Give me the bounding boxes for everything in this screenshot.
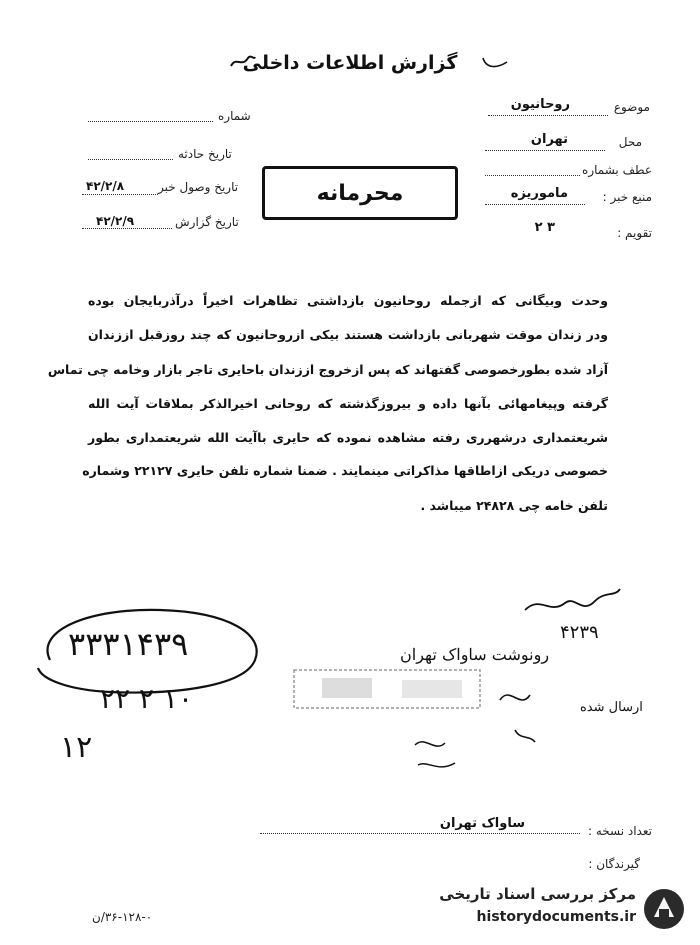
handwritten-right-code: ۴۲۳۹ — [560, 622, 599, 643]
copies-label: تعداد نسخه : — [587, 824, 652, 838]
copies-value: ساواک تهران — [439, 816, 525, 831]
handwritten-date: ۲۲ ۲ ۱۰ — [100, 682, 193, 715]
body-line-6: خصوصی دریکی ازاطاقها مذاکراتی مینمایند . ضمنا شماره تلفن حایری ۲۲۱۲۷ وشماره — [82, 463, 608, 478]
source-value: ماموریزه — [510, 186, 568, 201]
faded-stamp — [292, 668, 482, 710]
confidential-stamp: محرمانه — [262, 166, 458, 220]
received-date-value: ۴۲/۲/۸ — [86, 179, 125, 193]
archive-logo-icon — [642, 887, 686, 931]
source-line — [485, 204, 585, 205]
handwritten-note-1: رونوشت ساواک تهران — [400, 645, 550, 664]
form-code: ۳۶-۱۲۸-۰/ن — [92, 910, 153, 924]
calendar-value: ۲ ۳ — [534, 220, 555, 235]
location-line — [485, 150, 605, 151]
body-line-5: شریعتمداری درشهرری رفته مشاهده نموده که حایری باآیت الله شریعتمداری بطور — [88, 430, 608, 445]
received-date-label: تاریخ وصول خبر — [158, 180, 239, 194]
watermark-url: historydocuments.ir — [476, 909, 636, 925]
reference-label: عطف بشماره — [582, 163, 652, 177]
report-date-label: تاریخ گزارش — [175, 215, 239, 229]
report-title: گزارش اطلاعات داخلی — [242, 52, 458, 74]
report-date-value: ۴۲/۲/۹ — [96, 214, 135, 228]
received-date-line — [82, 194, 158, 195]
handwritten-number-large: ۳۳۳۱۴۳۹ — [68, 625, 189, 663]
handwritten-margin-number: ۱۲ — [60, 730, 93, 765]
incident-date-line — [88, 159, 173, 160]
watermark-logo — [398, 885, 688, 933]
source-label: منبع خبر : — [602, 190, 652, 204]
body-line-3: آزاد شده بطورخصوصی گفتهاند که پس ازخروج اززندان باحایری تاجر بازار وخامه چی تماس — [47, 362, 608, 377]
number-label: شماره — [218, 109, 251, 123]
watermark-name: مرکز بررسی اسناد تاریخی — [439, 885, 636, 903]
location-label: محل — [618, 135, 642, 149]
handwritten-initials — [410, 735, 470, 780]
handwritten-signature — [520, 585, 640, 625]
body-line-1: وحدت وبیگانی که ازجمله روحانیون بازداشتی تظاهرات اخیراً درآذربایجان بوده — [88, 293, 608, 308]
recipients-label: گیرندگان : — [588, 857, 640, 871]
handwritten-note-2: ارسال شده — [580, 700, 643, 715]
calendar-label: تقویم : — [617, 226, 652, 240]
subject-label: موضوع — [613, 100, 650, 114]
subject-line — [488, 115, 608, 116]
number-line — [88, 121, 213, 122]
copies-line — [260, 833, 580, 834]
location-value: تهران — [530, 132, 568, 147]
body-line-2: ودر زندان موقت شهربانی بازداشت هستند بیکی ازروحانیون که چند روزقبل اززندان — [88, 327, 608, 342]
subject-value: روحانیون — [510, 97, 570, 112]
body-line-7: تلفن خامه چی ۲۴۸۲۸ میباشد . — [420, 498, 608, 513]
reference-line — [485, 175, 580, 176]
handwritten-scribble — [490, 680, 560, 760]
incident-date-label: تاریخ حادثه — [178, 147, 232, 161]
body-line-4: گرفته وپیغامهائی بآنها داده و بیروزگذشته که روحانی اخیرالذکر بملاقات آیت الله — [88, 396, 608, 411]
report-date-line — [82, 228, 172, 229]
